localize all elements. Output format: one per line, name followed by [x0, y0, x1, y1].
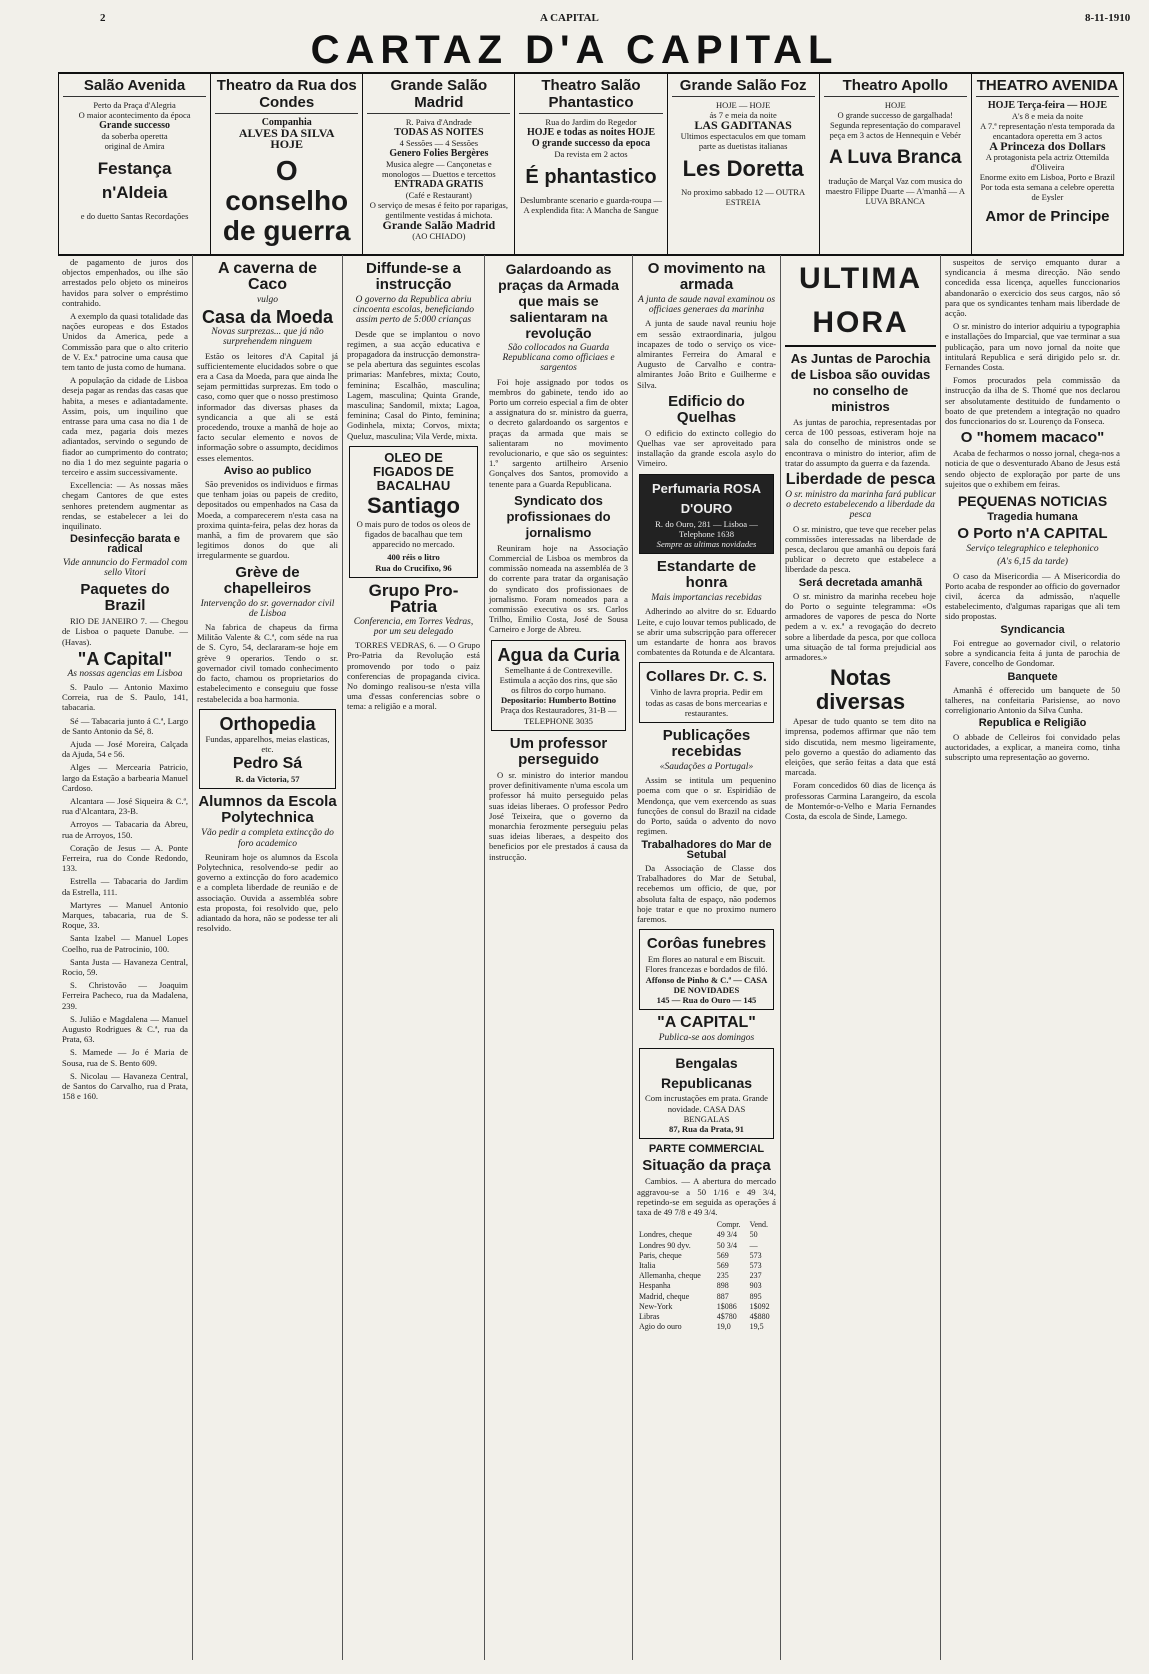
section-title: Aviso ao publico — [223, 464, 312, 477]
ad-line: HOJE — [270, 137, 304, 151]
ad-address: Praça dos Restauradores, 31-B — TELEPHONE 3035 — [500, 705, 617, 726]
ad-feature: Grande Salão Madrid — [382, 218, 496, 232]
section-subtitle: São collocados na Guarda Republicana como officiaes e sargentos — [502, 343, 615, 374]
ad-line: A's 8 e meia da noite — [1011, 111, 1083, 121]
list-item: S. Christovão — Joaquim Ferreira Pacheco, rua da Madalena, 239. — [62, 980, 188, 1011]
ad-footer: e do duetto Santas Recordações — [80, 211, 189, 221]
article-paragraph: TORRES VEDRAS, 6. — O Grupo Pro-Patria da Revolução está promovendo por todo o paiz conferencias de propaganda civica. No domingo realisou-se n'esta villa uma d'essas conferencias sobre o tema: a religião e a moral. — [347, 640, 480, 712]
section-subtitle: O sr. ministro da marinha fará publicar o decreto estabelecendo a liberdade da pesca — [785, 490, 936, 521]
ad-line: Genero Folies Bergères — [389, 148, 489, 159]
ad-salao-phantastico — [514, 74, 666, 254]
ad-name: Grande Salão Foz — [672, 77, 815, 97]
article-paragraph: Estão os leitores d'A Capital já sufficientemente elucidados sobre o que era a Casa da Moeda, para que ainda lhe sejam permittidas surprezas. Em todo o caso, como quer que o nosso prestimoso informador das diversas phases da syndicancia a que ali se está procedendo, trouxe a manhã de hoje ao facto secular elemento e novos de informação sobre o assumpto, decidimos esses elementos. — [197, 350, 338, 463]
list-item: Alges — Mercearia Patricio, largo da Estação a barbearia Manuel Cardoso. — [62, 762, 188, 793]
ad-price: 400 réis o litro — [387, 552, 440, 563]
ad-name: Grande Salão Madrid — [367, 77, 510, 114]
table-cell: 1$086 — [716, 1301, 737, 1311]
ad-depositario: Depositario: Humberto Bottino — [500, 695, 617, 706]
ad-line: da soberba operetta — [101, 131, 168, 141]
article-paragraph: Amanhã é offerecido um banquete de 50 talheres, na confeitaria Parisiense, ao novo correligionario Antonio da Silva Cunha. — [945, 684, 1120, 716]
theatre-ads-row — [58, 72, 1124, 256]
ad-line: Rua do Jardim do Regedor — [545, 117, 637, 127]
article-paragraph: suspeitos de serviço emquanto durar a syndicancia á mesma direcção. Não sendo concedida essa licença, aquelles funccionarios abandonarão o exercicio dos seus cargos, não só para que os syndicantes tenham mais liberdade de acção. — [945, 257, 1120, 319]
article-paragraph: Excellencia: — As nossas mães chegam Cantores de que estes senhores pretendem augmentar as rendas, se estabelecer a lei do inquilinato. — [62, 480, 188, 532]
ad-feature: A Luva Branca — [829, 147, 962, 168]
table-cell: 237 — [749, 1271, 762, 1281]
headline: Syndicato dos profissionaes do jornalismo — [506, 492, 611, 540]
ad-name: Salão Avenida — [63, 77, 206, 97]
ad-line: (Café e Restaurant) — [405, 190, 472, 200]
article-paragraph: A população da cidade de Lisboa deseja pagar as rendas das casas que habita, a meses e adiantadamente. Assim, pois, um inquilino que entrasse para uma casa no dia 1 de cada mez, pagaria dois mezes adiantados, servindo o segundo de fiador ao cumprimento do contrato; no dia 1 do mez seguinte pagaria o terceiro e assim successivamente. — [62, 375, 188, 478]
ad-title: Agua da Curia — [497, 644, 620, 665]
ad-theatro-avenida — [971, 74, 1124, 254]
column-7 — [940, 255, 1124, 1660]
ad-line: Perto da Praça d'Alegria — [93, 100, 176, 110]
table-row — [637, 1302, 776, 1312]
table-cell: Paris, cheque — [639, 1250, 682, 1260]
ad-feature: O conselho de guerra — [222, 155, 351, 246]
list-item: Alcantara — José Siqueira & C.ª, rua d'Alcantara, 23-B. — [62, 795, 188, 817]
ad-name: Theatro Salão Phantastico — [519, 77, 662, 114]
article-paragraph: As juntas de parochia, representadas por cerca de 100 pessoas, estiveram hoje na sala do conselho de ministros onde se encontrava o ministro do interior, afim de tratar do assumpto da guerra e da fazenda. — [785, 417, 936, 468]
headline: Situação da praça — [642, 1157, 771, 1175]
column-6 — [780, 255, 940, 1660]
headline: O movimento na armada — [647, 260, 766, 293]
headline: "A CAPITAL" — [657, 1014, 756, 1032]
article-paragraph: RIO DE JANEIRO 7. — Chegou de Lisboa o paquete Danube. — (Havas). — [62, 616, 188, 647]
column-5 — [632, 255, 780, 1660]
list-item: Arroyos — Tabacaria da Abreu, rua de Arroyos, 150. — [62, 819, 188, 840]
ad-line: Pedro Sá — [232, 755, 303, 773]
headline: "A Capital" — [77, 648, 173, 669]
table-row — [637, 1292, 776, 1302]
ultima-hora-title: ULTIMA HORA — [785, 257, 936, 347]
article-paragraph: Reuniram hoje na Associação Commercial de Lisboa os membros da commissão nomeada na assembléa de 3 do corrente para tratar da organisação do syndicato dos profissionaes de jornalismo. Foram nomeados para a commissão executiva os srs. Carlos Trilho, Emilio Costa, José de Sousa Carneiro e Jorge de Abreu. — [489, 542, 628, 635]
article-paragraph: Foi entregue ao governador civil, o relatorio sobre a syndicancia feita á junta de parochia de Favere, concelho de Gondomar. — [945, 637, 1120, 669]
headline: Paquetes do Brazil — [80, 581, 170, 615]
ad-shop: Affonso de Pinho & C.ª — CASA DE NOVIDADES — [645, 974, 768, 995]
article-paragraph: Acaba de fecharmos o nosso jornal, chega-nos a noticia de que o desventurado Abano de Jesus está sendo objecto de exploração por parte de uns sujeitos que o exhibem em feiras. — [945, 448, 1120, 489]
section-subtitle: As nossas agencias em Lisboa — [67, 668, 183, 679]
table-cell: Allemanha, cheque — [639, 1271, 701, 1281]
ad-orthopedia — [199, 709, 336, 790]
ad-perfumaria — [639, 474, 774, 555]
table-cell: 50 3/4 — [716, 1240, 737, 1250]
ad-brand: Santiago — [367, 492, 460, 518]
ad-name: THEATRO AVENIDA — [976, 77, 1119, 97]
table-row — [637, 1271, 776, 1281]
section-subtitle: (A's 6,15 da tarde) — [997, 557, 1068, 568]
headline: Liberdade de pesca — [785, 471, 936, 489]
table-cell: 19,0 — [716, 1322, 731, 1332]
headline: Galardoando as praças da Armada que mais se salientaram na revolução — [498, 261, 619, 341]
ad-text: Semelhante á de Contrexeville. Estimula a acção dos rins, que são os filtros do corpo humano. — [499, 664, 618, 696]
page-number: 2 — [100, 12, 106, 24]
table-cell: 4$880 — [749, 1312, 770, 1321]
ad-feature: É phantastico — [525, 166, 657, 188]
article-paragraph: O sr. ministro do interior mandou prover definitivamente n'uma escola um professor há muito perseguido pelas suas ideias liberaes. O professor Pedro José Teixeira, que o governo da monarchia ferozmente perseguiu pelas suas ideias liberaes, a despeito dos beneficios por ele prestados á causa da instrucção. — [489, 769, 628, 862]
ad-agua-curia — [491, 640, 626, 731]
headline: Um professor perseguido — [509, 734, 608, 768]
article-paragraph: Adherindo ao alvitre do sr. Eduardo Leite, e cujo louvar temos publicado, de se abrir uma subscripção para offerecer um estandarte de honra aos bravos combatentes da Rotunda e de Alcantara. — [637, 606, 776, 658]
ad-name: Theatro da Rua dos Condes — [215, 77, 358, 114]
table-row — [637, 1251, 776, 1261]
table-cell: New-York — [639, 1301, 673, 1311]
table-cell: 573 — [749, 1250, 762, 1260]
section-subtitle: O governo da Republica abriu cincoenta escolas, beneficiando assim perto de 5:000 crianças — [352, 295, 475, 326]
column-1 — [58, 255, 192, 1660]
headline: Grupo Pro-Patria — [368, 580, 459, 616]
list-item: S. Julião e Magdalena — Manuel Augusto Rodrigues & C.ª, rua da Prata, 63. — [62, 1013, 188, 1045]
headline: A caverna de Caco — [217, 260, 317, 293]
table-cell: Libras — [639, 1312, 660, 1321]
headline: Edificio do Quelhas — [668, 392, 745, 426]
list-item: Ajuda — José Moreira, Calçada da Ajuda, 54 e 56. — [62, 738, 188, 760]
headline: Notas diversas — [815, 665, 906, 715]
ad-address: 87, Rua da Prata, 91 — [669, 1123, 744, 1134]
table-row — [637, 1322, 776, 1332]
ad-line: Companhia — [261, 117, 312, 128]
column-3 — [342, 255, 484, 1660]
headline: Casa da Moeda — [201, 307, 334, 328]
ad-line: O grande successo de gargalhada! Segunda representação do comparavel peça em 3 actos de Hennequin e Vebér — [829, 110, 961, 140]
banner-title: CARTAZ D'A CAPITAL — [310, 28, 839, 72]
ad-address: R. do Ouro, 281 — Lisboa — Telephone 1638 — [655, 518, 758, 539]
ad-line: R. da Victoria, 57 — [235, 774, 300, 785]
table-cell: 895 — [749, 1291, 762, 1301]
ad-footer: Deslumbrante scenario e guarda-roupa — A explendida fita: A Mancha de Sangue — [519, 195, 663, 215]
table-cell: Madrid, cheque — [639, 1291, 690, 1301]
table-cell: 898 — [716, 1281, 729, 1291]
ad-line: ENTRADA GRATIS — [394, 179, 484, 190]
table-row — [637, 1281, 776, 1291]
section-subtitle: vulgo — [256, 295, 279, 305]
ad-line: A 7.ª representação n'esta temporada da encantadora operetta em 3 actos — [980, 121, 1115, 141]
ad-line: R. Paiva d'Andrade — [405, 117, 472, 127]
ad-feature: Les Doretta — [682, 156, 804, 181]
ad-address: Rua do Crucifixo, 96 — [375, 562, 452, 573]
table-cell: Londres, cheque — [639, 1230, 692, 1240]
paper-name: A CAPITAL — [540, 12, 599, 24]
headline: PEQUENAS NOTICIAS — [957, 493, 1108, 510]
article-paragraph: A junta de saude naval reuniu hoje em sessão extraordinaria, julgou incapazes de todo o serviço os vice-almirantes Ferreira do Amaral e Augusto de Carvalho e contra-almirantes João Brito e Guilherme e Silva. — [637, 318, 776, 390]
article-paragraph: O sr. ministro da marinha recebeu hoje do Porto o seguinte telegramma: «Os armadores de vapores de pesca do Norte pedem a v. ex.ª a revogação do decreto sobre a liberdade da pesca, por que colloca uma situação de tal forma prejudicial aos armadores.» — [785, 590, 936, 663]
table-cell: 4$780 — [716, 1312, 737, 1321]
article-paragraph: Apesar de tudo quanto se tem dito na imprensa, podemos affirmar que não tem sido discutida, nem mesmo ligeiramente, pelo governo a questão do adiamento das eleições, que serão feitas a data que está marcada. — [785, 716, 936, 778]
ad-text: Com incrustações em prata. Grande novidade. CASA DAS BENGALAS — [645, 1093, 768, 1124]
ad-title: Collares Dr. C. S. — [646, 668, 767, 686]
article-paragraph: Na fabrica de chapeus da firma Militão Valente & C.ª, com séde na rua de S. Cyro, 54, declararam-se hoje em grève 9 operarios. Tendo o sr. governador civil tomado conhecimento do facto, chamou os proprietarios do estabelecimento e conseguiu que fosse restabelecida a boa harmonia. — [197, 622, 338, 704]
section-title: Syndicancia — [1000, 623, 1065, 636]
section-title: Tragedia humana — [987, 511, 1078, 524]
ad-line: O maior acontecimento da época — [78, 110, 191, 120]
headline: As Juntas de Parochia de Lisboa são ouvidas no conselho de ministros — [790, 351, 931, 414]
ad-line: Enorme exito em Lisboa, Porto e Brazil — [979, 172, 1116, 182]
section-title: PARTE COMMERCIAL — [648, 1143, 765, 1156]
section-subtitle: Publica-se aos domingos — [658, 1033, 755, 1044]
article-paragraph: Fomos procurados pela commissão da instrucção da ilha de S. Thomé que nos declarou ser absolutamente destituido de fundamento o boato de que pretendem a integração no quadro dos funccionarios do sr. Lourenço da Fonseca. — [945, 375, 1120, 427]
list-item: Santa Izabel — Manuel Lopes Coelho, rua de Patrocinio, 100. — [62, 933, 188, 954]
ad-line: TODAS AS NOITES — [394, 127, 484, 138]
section-subtitle: Vão pedir a completa extincção do foro academico — [201, 828, 334, 849]
list-item: Sé — Tabacaria junto á C.ª, Largo de Santo Antonio da Sé, 8. — [62, 715, 188, 736]
page-date: 8-11-1910 — [1085, 12, 1131, 24]
table-cell: 573 — [749, 1260, 762, 1270]
ad-line: Grande successo — [99, 120, 170, 131]
ad-footer: Por toda esta semana a celebre operetta de Eysler — [980, 182, 1115, 202]
article-paragraph: A exemplo da quasi totalidade das nações europeas e dos Estados Unidos da America, pede a Commissão para que o alto criterio de V. Ex.ª patrocine uma causa que tem tanto de justa como de humana. — [62, 311, 188, 373]
list-item: S. Paulo — Antonio Maximo Correia, rua de S. Paulo, 141, tabacaria. — [62, 681, 188, 713]
section-subtitle: Serviço telegraphico e telephonico — [966, 544, 1099, 555]
headline: O "homem macaco" — [960, 429, 1105, 447]
ad-text: Vinho de lavra propria. Pedir em todas as casas de bons mercearias e restaurantes. — [645, 687, 768, 718]
table-row — [637, 1241, 776, 1251]
ad-theatro-apollo — [819, 74, 971, 254]
table-cell: 903 — [749, 1281, 762, 1291]
ad-coroas — [639, 929, 774, 1010]
headline: Publicações recebidas — [662, 727, 751, 761]
table-header-cell — [637, 1220, 715, 1230]
ad-line: HOJE Terça-feira — HOJE — [987, 100, 1107, 111]
section-subtitle: «Saudações a Portugal» — [659, 762, 754, 773]
headline: O Porto n'A CAPITAL — [957, 525, 1108, 543]
ad-line: Musica alegre — Cançonetas e monologos — Duettos e tercettos — [381, 159, 496, 179]
column-2 — [192, 255, 342, 1660]
ad-salao-avenida — [58, 74, 210, 254]
article-paragraph: O sr. ministro do interior adquiriu a typographia e installações do Imparcial, que vae terminar a sua publicação, para um novo jornal da noite que intitulará Republica e será dirigido pelo sr. dr. Fernandes Costa. — [945, 321, 1120, 373]
page-header — [0, 12, 1149, 26]
section-subtitle: Mais importancias recebidas — [651, 593, 762, 604]
table-cell: 235 — [716, 1271, 729, 1281]
ad-collares — [639, 662, 774, 723]
ad-footer: No proximo sabbado 12 — OUTRA ESTREIA — [681, 187, 806, 207]
exchange-table — [637, 1220, 776, 1332]
table-cell: 569 — [716, 1250, 729, 1260]
article-paragraph: São prevenidos os individuos e firmas que tenham joias ou papeis de credito, depositados ou empenhados na Casa da Moeda, a comparecerem n'esta casa na proxima quinta-feira, pelas dez horas da manhã, a fim de provarem que são legitimos donos do que ali irregularmente se guardou. — [197, 479, 338, 561]
table-cell: 569 — [716, 1260, 729, 1270]
ad-line: A protagonista pela actriz Ottemilda d'Oliveira — [985, 152, 1110, 172]
section-subtitle: Novas surprezas... que já não surprehendem ninguem — [211, 327, 324, 348]
article-paragraph: Da Associação de Classe dos Trabalhadores do Mar de Setubal, recebemos um officio, de que, por absoluta falta de espaço, não podemos hoje tratar e que no proximo numero faremos. — [637, 862, 776, 924]
table-row — [637, 1230, 776, 1240]
table-cell: Hespanha — [639, 1281, 671, 1291]
article-paragraph: de pagamento de juros dos objectos empenhados, ou ilhe são arrestados pelo objeto os mineiros havidos para solver o empréstimo contrahido. — [62, 257, 188, 308]
ad-line: 4 Sessões — 4 Sessões — [399, 138, 479, 148]
table-row — [637, 1261, 776, 1271]
article-paragraph: Foram concedidos 60 dias de licença ás professoras Carmina Larangeiro, da escola de Montemór-o-Velho e Maria Fernandes Costa, da escola de Sinde, Lamego. — [785, 780, 936, 822]
table-cell: 19,5 — [749, 1322, 764, 1332]
headline: Alumnos da Escola Polytechnica — [198, 793, 337, 827]
table-cell: 1$092 — [749, 1301, 770, 1311]
list-item: Martyres — Manuel Antonio Marques, tabacaria, rua de S. Roque, 33. — [62, 899, 188, 931]
ad-text: Em flores ao natural e em Biscuit. Flores francezas e bordados de filó. — [645, 954, 768, 975]
table-cell: Londres 90 dyv. — [639, 1240, 691, 1250]
section-subtitle: A junta de saude naval examinou os officiaes generaes da marinha — [637, 295, 776, 316]
ad-line: HOJE e todas as noites HOJE — [526, 127, 656, 138]
ad-line: LAS GADITANAS — [694, 118, 792, 132]
ad-theatro-condes — [210, 74, 362, 254]
ad-name: Theatro Apollo — [824, 77, 967, 97]
article-paragraph: Assim se intitula um pequenino poema com que o sr. Espiridião de Mendonça, que vem exercendo as suas funcções de consul do Brazil na cidade do Porto, saúda o advento do novo regimen. — [637, 775, 776, 837]
section-subtitle: Vide annuncio do Fermadol com sello Vitori — [62, 557, 188, 578]
ad-footer: tradução de Marçal Vaz com musica do maestro Filippe Duarte — A'manhã — A LUVA BRANCA — [825, 176, 965, 206]
ad-title: Orthopedia — [219, 713, 316, 734]
article-paragraph: O edificio do extincto collegio do Quelhas vae ser aproveitado para installação da grande escola asylo do Vimeiro. — [637, 427, 776, 469]
list-item: S. Nicolau — Havaneza Central, de Santos do Carvalho, rua d Prata, 158 e 160. — [62, 1070, 188, 1102]
ad-line: ALVES DA SILVA — [238, 126, 335, 140]
headline: Estandarte de honra — [656, 558, 757, 592]
ad-line: A Princeza dos Dollars — [989, 139, 1106, 153]
list-item: Coração de Jesus — A. Ponte Ferreira, rua do Conde Redondo, 133. — [62, 842, 188, 874]
table-header — [637, 1220, 776, 1230]
section-subtitle: Intervenção do sr. governador civil de Lisboa — [200, 598, 335, 619]
ad-feature: Festança n'Aldeia — [97, 159, 172, 202]
table-cell: 50 — [749, 1230, 758, 1240]
table-cell: 49 3/4 — [716, 1230, 737, 1240]
ad-line: O grande successo da epoca — [531, 138, 651, 149]
ad-line: ás 7 e meia da noite — [709, 110, 777, 120]
headline: Grève de chapelleiros — [223, 563, 312, 597]
ad-address: 145 — Rua do Ouro — 145 — [656, 994, 757, 1005]
ad-title: OLEO DE FIGADOS DE BACALHAU — [373, 449, 454, 493]
ad-title: Bengalas Republicanas — [660, 1055, 753, 1092]
ad-salao-madrid — [362, 74, 514, 254]
section-title: Desinfecção barata e radical — [69, 533, 181, 556]
ad-tagline: Sempre as ultimas novidades — [656, 539, 757, 550]
article-paragraph: O sr. ministro, que teve que receber pelas commissões interessadas na liberdade de pesca, declarou que amanhã ou depois fará publicar o decreto que estabelece a liberdade da pesca. — [785, 523, 936, 575]
table-cell: Italia — [639, 1260, 656, 1270]
table-cell: 887 — [716, 1291, 729, 1301]
table-header-cell: Compr. — [716, 1220, 741, 1230]
table-header-cell: Vend. — [749, 1220, 769, 1230]
ad-title: Corôas funebres — [646, 935, 767, 953]
ad-salao-foz — [667, 74, 819, 254]
ad-title: Perfumaria ROSA D'OURO — [651, 480, 762, 516]
section-title: Banquete — [1007, 670, 1058, 683]
article-paragraph: Reuniram hoje os alumnos da Escola Polytechnica, resolvendo-se pedir ao governo a extincção do foro academico e a completa liberdade de reunião e de associação. Ouvida a assembléa sobre esta proposta, foi resolvido que, pelo adiantado da hora, não se podesse ter ali resolvido. — [197, 851, 338, 934]
headline: Diffunde-se a instrucção — [365, 260, 461, 293]
ad-bengalas — [639, 1048, 774, 1139]
ad-line: HOJE — [884, 100, 906, 110]
ad-line: HOJE — HOJE — [715, 100, 771, 110]
article-paragraph: O caso da Misericordia — A Misericordia do Porto acaba de responder ao officio do governador civil, ácerca da admissão, n'aquelle estabelecimento, d'algumas raparigas que ali tem sido propostas. — [945, 570, 1120, 622]
section-title: Será decretada amanhã — [798, 576, 923, 589]
table-cell: — — [749, 1240, 758, 1250]
section-title: Republica e Religião — [978, 717, 1087, 730]
ad-footer: (AO CHIADO) — [412, 231, 466, 241]
ad-feature: Amor de Principe — [985, 208, 1110, 225]
table-row — [637, 1312, 776, 1322]
article-paragraph: Desde que se implantou o novo regimen, a sua acção educativa e propagadora da instrucção demonstra-se pela abertura das seguintes escolas primarias: Manfebres, mixta; Couto, feminina; Escalhão, masculina; Lagem, masculina; Quinta Grande, masculina; Sandomil, mixta; Lagoa, feminina; Casal do Pinto, feminina; Godinhela, mixta; Corvos, mixta; Queluz, masculina; Vila Verde, mixta. — [347, 328, 480, 441]
article-paragraph: Foi hoje assignado por todos os membros do gabinete, tendo ido ao Porto um correio especial a fim de obter a assignatura do sr. ministro da guerra, o decreto galardoando os sargentos e praças da armada que mais se salientaram no movimento revolucionario, e que são os seguintes: 1.º sargento artilheiro Arsenio Gonçalves dos Santos, promovido a tenente para a Guarda Republicana. — [489, 376, 628, 489]
ad-line: Ultimos espectaculos em que tomam parte as duetistas italianas — [680, 131, 806, 151]
section-subtitle: Conferencia, em Torres Vedras, por um seu delegado — [353, 616, 474, 638]
ad-text: O mais puro de todos os oleos de figados de bacalhau que tem apparecido no mercado. — [356, 518, 471, 550]
article-paragraph: O abbade de Celleiros foi convidado pelas auctoridades, a explicar, a maneira como, tinha subscripto uma representação ao governo. — [945, 731, 1120, 762]
section-title: Trabalhadores do Mar de Setubal — [641, 838, 772, 861]
ad-line: Da revista em 2 actos — [554, 149, 628, 159]
list-item: S. Mamede — Jo é Maria de Sousa, rua de S. Bento 609. — [62, 1047, 188, 1068]
article-paragraph: Cambios. — A abertura do mercado aggravou-se a 50 1/16 e 49 3/4, repetindo-se em seguida as operações á taxa de 49 7/8 e 49 3/4. — [637, 1176, 776, 1217]
article-columns — [58, 255, 1124, 1660]
list-item: Santa Justa — Havaneza Central, Rocio, 59. — [62, 956, 188, 977]
table-cell: Agio do ouro — [639, 1322, 682, 1332]
list-item: Estrella — Tabacaria do Jardim da Estrella, 111. — [62, 876, 188, 897]
ad-line: Fundas, apparelhos, meias elasticas, etc. — [205, 733, 330, 754]
ad-line: original de Amira — [104, 141, 165, 151]
ad-oleo-santiago — [349, 446, 478, 578]
ad-line: O serviço de mesas é feito por raparigas, gentilmente vestidas á michota. — [369, 200, 508, 220]
column-4 — [484, 255, 632, 1660]
